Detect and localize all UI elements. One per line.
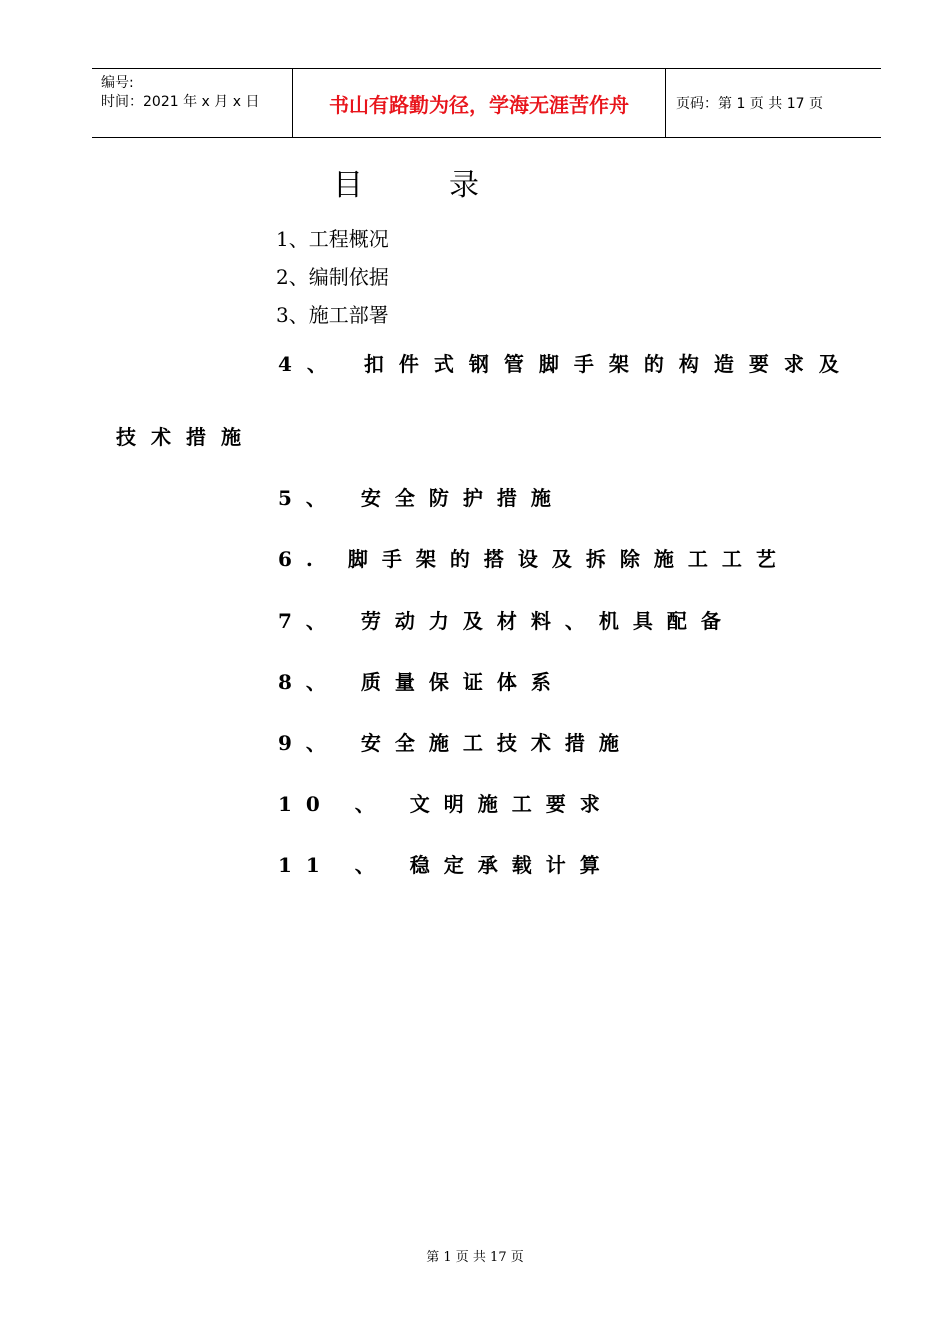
toc-item-6[interactable]: 6. 脚手架的搭设及拆除施工工艺 bbox=[278, 547, 790, 571]
header-page-number: 页码：第 1 页 共 17 页 bbox=[676, 96, 823, 112]
toc-item-4-continued[interactable]: 技术措施 bbox=[116, 425, 256, 449]
header-motto: 书山有路勤为径，学海无涯苦作舟 bbox=[329, 92, 629, 117]
toc-item-2[interactable]: 2、编制依据 bbox=[276, 265, 389, 289]
toc-title-part1: 目 bbox=[333, 168, 363, 203]
document-time-label: 时间：2021 年 x 月 x 日 bbox=[101, 94, 260, 110]
toc-title bbox=[333, 160, 479, 204]
toc-item-10[interactable]: 10 、 文明施工要求 bbox=[278, 792, 614, 816]
toc-item-7[interactable]: 7、 劳动力及材料、机具配备 bbox=[278, 609, 735, 633]
toc-item-3[interactable]: 3、施工部署 bbox=[276, 303, 389, 327]
toc-item-4[interactable]: 4、 扣件式钢管脚手架的构造要求及 bbox=[278, 352, 854, 376]
page-footer bbox=[0, 1246, 950, 1265]
footer-page-number: 第 1 页 共 17 页 bbox=[426, 1250, 524, 1265]
toc-item-11[interactable]: 11 、 稳定承载计算 bbox=[278, 853, 614, 877]
document-code-label: 编号: bbox=[101, 75, 134, 91]
header-motto-cell bbox=[293, 69, 666, 137]
header-page-cell bbox=[666, 69, 881, 137]
header-meta-cell bbox=[92, 69, 293, 137]
toc-item-5[interactable]: 5、 安全防护措施 bbox=[278, 486, 565, 510]
toc-item-9[interactable]: 9、 安全施工技术措施 bbox=[278, 731, 633, 755]
toc-item-8[interactable]: 8、 质量保证体系 bbox=[278, 670, 565, 694]
toc-item-1[interactable]: 1、工程概况 bbox=[276, 227, 389, 251]
toc-title-part2: 录 bbox=[449, 168, 479, 203]
page-header bbox=[92, 68, 881, 138]
